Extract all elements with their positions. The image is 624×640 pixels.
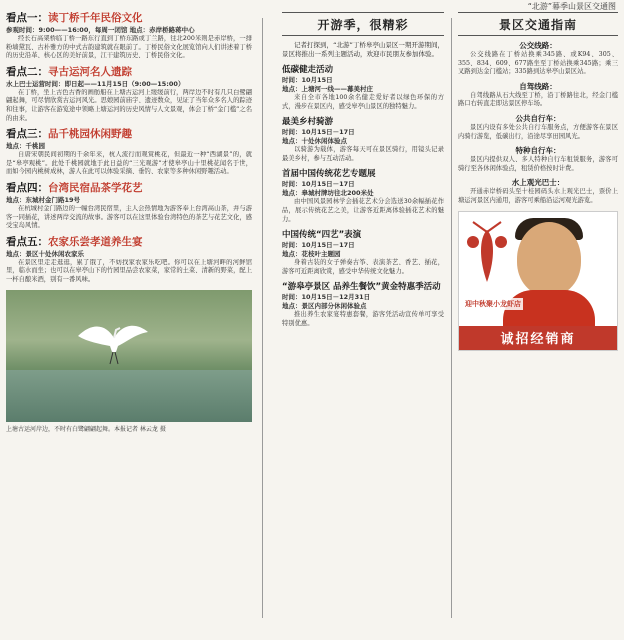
highlight-body: 在景区里走走逛逛，累了饿了，不妨找家农家乐吃吧。你可以在上塘河畔的河鲜馆里，临水而坐；也可以在皋亭山下的竹园里品尝农家菜，家常的土菜、清新的野菜，配上一杯自酿米酒，别有一番风味。 (6, 258, 252, 283)
event-place: 地点：上塘河一线——幕美村庄 (282, 85, 373, 93)
highlight-section (6, 236, 252, 285)
transport-title: 公交线路： (519, 41, 557, 50)
highlight-meta: 参观时间：9:00——16:00，每周一闭馆 地点：赤岸桥路蒋中心 (6, 26, 195, 34)
transport-body: 开通赤岸桥码头至十桂园码头水上观光巴士，票价上塘运河景区内通用，游客可乘船沿运河观光游览。 (458, 188, 618, 204)
transport-item (458, 178, 618, 205)
transport-item (458, 146, 618, 173)
transport-item (458, 114, 618, 141)
highlight-body: 自唐宋朝民间初期的千余年来，杭人流行而观赏桃花，但最近一种“西湖景”的，就是“皋亭观桃”。此处千桃园就地于此日益的“三光观游”才使皋亭山十里桃花闻名于世，而如今园内桃树成林，游人在此可以体验采摘、垂钓、农家等多种休闲野趣活动。 (6, 151, 252, 176)
transport-body: 景区内设有多处公共自行车服务点，方便游客在景区内骑行游览，低碳出行，沿途尽享田园风光。 (458, 123, 618, 140)
event-time: 时间：10月15日－17日 (282, 241, 355, 250)
events-column (282, 12, 444, 636)
event-item (282, 169, 444, 224)
column-divider (451, 18, 452, 618)
transport-body: 景区内提供双人、多人特种自行车租赁服务，游客可骑行至各休闲体验点，租赁价格按时计费。 (458, 156, 618, 172)
transport-title: 水上观光巴士： (511, 178, 565, 188)
highlight-name: 农家乐尝孝道养生宴 (48, 235, 143, 248)
highlight-number: 看点二： (6, 65, 48, 78)
ad-slogan: 迎中秋聚小龙虾店 (465, 299, 521, 308)
transport-column (458, 12, 618, 636)
event-item (282, 230, 444, 276)
highlight-body: 在丁桥，坐上古色古香的画舫船在上塘古运河上缓缓前行，两岸边不时有几只白鹭翩翩起舞，可尽情欣赏古运河风光。思娘园前庙宇、遗迹数众，见证了当年众多名人的踪迹和往事，让游客在游览途中领略上塘运河的历史风情与人文景观，体会丁桥“金门槛”之名的由来。 (6, 88, 252, 122)
transport-title: 公共自行车： (515, 113, 561, 123)
egret-icon (76, 318, 150, 366)
event-desc: 推出养生农家宴特惠套餐，游客凭活动宣传单可享受特别优惠。 (282, 311, 444, 327)
egret-photo-block (6, 290, 252, 434)
highlight-title (6, 236, 252, 249)
event-place: 地点：皋城村牌坊往北200米处 (282, 189, 374, 198)
ad-band (459, 326, 617, 350)
highlight-section (6, 182, 252, 231)
event-item (282, 65, 444, 111)
highlight-title (6, 12, 252, 25)
highlight-section (6, 128, 252, 177)
highlight-title (6, 128, 252, 141)
event-title: 首届中国传统花艺专题展 (282, 169, 376, 180)
highlight-section (6, 12, 252, 61)
transport-body: 公交线路在丁桥站换乘345路、或K94、305、355、834、609、677路坐至丁桥站换乘345路；乘三叉路到达金门槛站；335路到达皋亭山景区站。 (458, 51, 618, 76)
highlight-meta: 地点：景区十处休闲农家乐 (6, 249, 84, 258)
river-water (6, 370, 252, 422)
person-face (517, 222, 581, 296)
event-item (282, 117, 444, 163)
ad-brand: 诚招经销商 (500, 332, 576, 348)
highlight-name: 读丁桥千年民俗文化 (48, 12, 143, 24)
event-desc: 来自全市各地100余名健走爱好者以绿色环保的方式，漫步在景区内，感受皋亭山景区的独特魅力。 (282, 94, 444, 110)
highlight-meta: 水上巴士运营时间：即日起——11月15日（9:00—15:00） (6, 79, 185, 88)
advertisement[interactable] (458, 211, 618, 351)
highlight-name: 品千桃园休闲野趣 (48, 128, 132, 141)
transport-heading-box (458, 12, 618, 36)
highlight-title (6, 66, 252, 79)
events-heading: 开游季，很精彩 (317, 17, 409, 32)
highlight-meta: 地点：千桃园 (6, 142, 45, 151)
column-divider (262, 18, 263, 618)
crayfish-icon (465, 220, 509, 290)
event-title: 低碳健走活动 (282, 65, 334, 75)
event-time: 时间：10月15日－12月31日 (282, 293, 371, 302)
transport-title: 自驾线路： (519, 81, 557, 91)
event-time: 时间：10月15日－17日 (282, 128, 355, 137)
event-title: 中国传统“四艺”表演 (282, 230, 362, 241)
event-title: “游皋亭景区 品养生餐饮”黄金特惠季活动 (282, 282, 441, 293)
highlight-number: 看点一： (6, 12, 48, 24)
events-intro: 记者打探到，“北游”丁桥皋亭山景区一期开游期间，景区将推出一系列主题活动，欢迎市民朋友参加体验。 (282, 41, 444, 58)
photo-caption: 上塘古运河岸边，不时有白鹭翩翩起舞。本报记者 林云龙 摄 (6, 425, 166, 433)
transport-title: 特种自行车： (515, 146, 561, 156)
event-place: 地点：花枝叶主题园 (282, 250, 341, 259)
highlight-body: 在杭城村金门路边的一幢台湾民宿里，主人会热情地为游客奉上台湾高山茶，并与游客一同插花，讲述两岸交流的故事。游客可以在这里体验台湾特色的茶艺与花艺文化，感受宝岛风情。 (6, 204, 252, 230)
event-desc: 身着古装的女子弹奏古筝、表演茶艺、香艺、插花，游客可近距离欣赏，感受中华传统文化魅力。 (282, 259, 444, 275)
highlight-number: 看点五： (6, 235, 48, 248)
event-time: 时间：10月15日－17日 (282, 180, 355, 189)
transport-item (458, 82, 618, 109)
page-header (0, 0, 624, 12)
event-desc: 以骑游为载体，游客每天可在景区骑行，用镜头记录最美乡村，参与互动活动。 (282, 146, 444, 162)
highlight-body: 经长石高架桥临丁桥一路东行直到丁桥东路或丁兰路，往北200米则是赤岸桥，一排粉墙黛瓦、古朴雅方的中式古韵建筑就在眼前了。丁桥民俗文化展览馆向人们讲述着丁桥的历史沿革、核心区的美好前景，江干建筑历史、丁桥民俗文化。 (6, 35, 252, 60)
highlight-number: 看点四： (6, 181, 48, 194)
event-time: 时间：10月15日 (282, 76, 333, 84)
header-tag: “北游”幕季山景区交通图 (527, 2, 616, 11)
events-heading-box (282, 12, 444, 36)
highlight-meta: 地点：东城村金门路19号 (6, 195, 81, 204)
highlights-column (6, 12, 252, 636)
highlight-name: 台湾民宿品茶学花艺 (48, 181, 143, 194)
event-title: 最美乡村骑游 (282, 117, 334, 128)
event-place: 地点：十处休闲体验点 (282, 137, 347, 146)
highlight-section (6, 66, 252, 123)
highlight-title (6, 182, 252, 195)
event-item (282, 282, 444, 328)
event-place: 地点：景区内部分休闲体验点 (282, 302, 367, 311)
transport-item (458, 41, 618, 77)
event-desc: 由中国风景园林学会插花艺术分会选送30余幅插花作品，展示传统花艺之美，让游客近距离体验插花艺术的魅力。 (282, 198, 444, 223)
person-shirt (503, 290, 595, 330)
transport-heading: 景区交通指南 (498, 17, 577, 32)
highlight-number: 看点三： (6, 128, 48, 141)
egret-photo (6, 290, 252, 422)
transport-body: 自驾线路从石大线至丁桥，沿丁桥路往北，经金门槛路口右转直走即达景区停车场。 (458, 91, 618, 108)
highlight-name: 寻古运河名人遗踪 (48, 65, 132, 78)
